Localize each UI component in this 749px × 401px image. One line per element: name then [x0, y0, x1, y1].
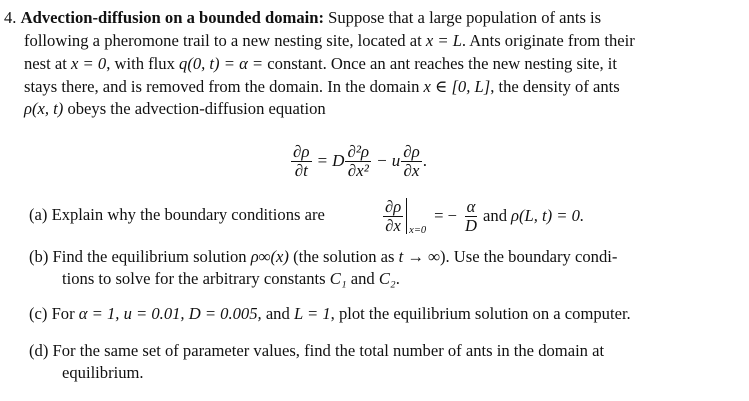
advection-coefficient: u	[391, 151, 401, 170]
problem-line-4-a: stays there, and is removed from the domain. In the domain	[24, 77, 424, 96]
evaluation-bar	[406, 198, 429, 234]
bc-rhs-fraction	[463, 198, 479, 235]
part-d-label: (d)	[29, 341, 49, 360]
part-b-math-limit: t → ∞	[398, 247, 440, 266]
problem-line-2-math: x = L	[425, 31, 462, 50]
part-a-text: Explain why the boundary conditions are	[51, 205, 325, 224]
bc-rhs-numerator: α	[466, 196, 476, 216]
part-a	[29, 205, 325, 225]
bc-derivative-fraction	[383, 198, 403, 235]
part-c-text-b: and	[261, 304, 294, 323]
problem-line-3-math1: x = 0	[71, 54, 107, 73]
problem-line-5-b: obeys the advection-diffusion equation	[63, 99, 326, 118]
first-derivative-fraction	[401, 143, 422, 180]
part-b-label: (b)	[29, 247, 49, 266]
first-derivative-numerator: ∂ρ	[403, 141, 420, 161]
minus-sign: −	[377, 151, 387, 170]
equals-sign: =	[317, 151, 328, 170]
lhs-fraction	[291, 143, 312, 180]
bc-and: and	[483, 206, 507, 225]
problem-line-4-b: , the density of ants	[490, 77, 620, 96]
second-derivative-numerator: ∂²ρ	[347, 141, 370, 161]
problem-line-5	[24, 99, 326, 119]
part-c-text-c: , plot the equilibrium solution on a computer.	[330, 304, 631, 323]
part-b-end: .	[395, 269, 400, 288]
part-b-text-c: ). Use the boundary condi-	[439, 247, 618, 266]
advection-diffusion-equation	[290, 138, 490, 184]
lhs-numerator: ∂ρ	[293, 141, 310, 161]
part-b-c1: C₁	[329, 269, 347, 288]
second-derivative-denominator: ∂x²	[347, 160, 369, 180]
part-b-line2-a: tions to solve for the arbitrary constants	[62, 269, 330, 288]
part-b-text-b: (the solution as	[288, 247, 399, 266]
second-derivative-fraction	[345, 143, 371, 180]
diffusion-coefficient: D	[332, 151, 345, 170]
part-c-parameters: α = 1, u = 0.01, D = 0.005,	[78, 304, 262, 323]
part-b-text-a: Find the equilibrium solution	[52, 247, 251, 266]
part-c-text-a: For	[51, 304, 79, 323]
part-b-line-1	[29, 247, 617, 267]
problem-line-2	[24, 31, 635, 51]
boundary-condition-right: ρ(L, t) = 0.	[511, 206, 585, 225]
bc-derivative-denominator: ∂x	[385, 215, 401, 235]
part-b-and: and	[346, 269, 379, 288]
problem-line-3-c: constant. Once an ant reaches the new nesting site, it	[267, 54, 618, 73]
problem-line-5-math: ρ(x, t)	[24, 99, 64, 118]
problem-line-3-b: , with flux	[106, 54, 180, 73]
part-b-math-rho-inf: ρ∞(x)	[250, 247, 289, 266]
problem-line-4-math: x ∈ [0, L]	[423, 77, 491, 96]
part-d-text-1: For the same set of parameter values, find the total number of ants in the domain at	[52, 341, 605, 360]
bc-equals-minus: = −	[434, 206, 458, 225]
problem-line-1	[4, 8, 601, 28]
lhs-denominator: ∂t	[294, 160, 308, 180]
part-c-label: (c)	[29, 304, 48, 323]
problem-line-3-a: nest at	[24, 54, 72, 73]
problem-line-1-text: Suppose that a large population of ants is	[323, 8, 602, 27]
part-d-text-2: equilibrium.	[62, 363, 144, 382]
bc-rhs-denominator: D	[465, 215, 478, 235]
problem-number: 4.	[4, 8, 17, 27]
problem-line-2-b: . Ants originate from their	[461, 31, 635, 50]
part-b-line-2	[62, 269, 400, 289]
boundary-condition-left	[382, 195, 584, 237]
problem-title: Advection-diffusion on a bounded domain:	[20, 8, 324, 27]
equation-period: .	[422, 151, 428, 170]
problem-line-3-math2: q(0, t) = α =	[179, 54, 268, 73]
first-derivative-denominator: ∂x	[403, 160, 420, 180]
problem-line-3	[24, 54, 617, 74]
part-b-c2: C₂	[378, 269, 396, 288]
part-d-line-2	[62, 363, 144, 383]
part-c	[29, 304, 631, 324]
bc-derivative-numerator: ∂ρ	[385, 196, 402, 216]
problem-line-4	[24, 77, 620, 97]
problem-line-2-a: following a pheromone trail to a new nesting site, located at	[24, 31, 426, 50]
part-c-length: L = 1	[293, 304, 331, 323]
part-d-line-1	[29, 341, 604, 361]
part-a-label: (a)	[29, 205, 48, 224]
evaluation-point: x=0	[409, 225, 427, 236]
